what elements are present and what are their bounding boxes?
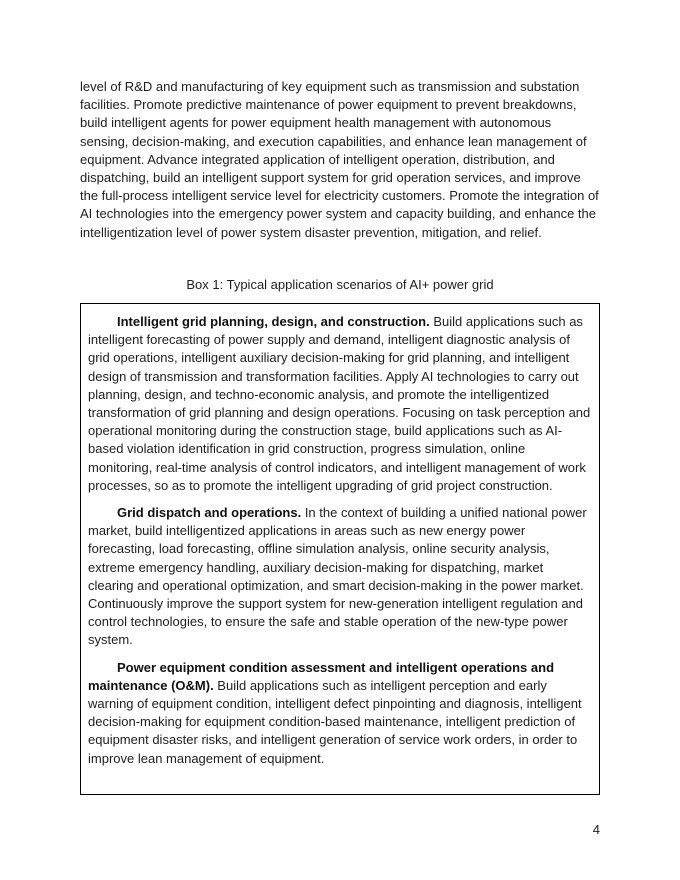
box-item-grid-dispatch — [88, 504, 592, 650]
box-item-body: Build applications such as intelligent perception and early warning of equipment condition, intelligent defect pinpointing and diagnosis, intelligent decision-making for equipment condition-based maintenance, intelligent prediction of equipment disaster risks, and intelligent generation of service work orders, in order to improve lean management of equipment. — [88, 677, 582, 766]
box-item-body: In the context of building a unified national power market, build intelligentized applications in areas such as new energy power forecasting, load forecasting, offline simulation analysis, online security analysis, extreme emergency handling, auxiliary decision-making for dispatching, market clearing and operational optimization, and smart decision-making in the power market. Continuously improve the support system for new-generation intelligent regulation and control technologies, to ensure the safe and stable operation of the new-type power system. — [88, 505, 587, 648]
box-item-equipment-om — [88, 659, 592, 768]
box-item-heading: Intelligent grid planning, design, and construction. — [117, 314, 430, 329]
box-caption: Box 1: Typical application scenarios of AI+ power grid — [186, 277, 494, 292]
page-number: 4 — [592, 822, 600, 837]
application-scenarios-box — [80, 303, 600, 795]
intro-paragraph: level of R&D and manufacturing of key equipment such as transmission and substation facilities. Promote predictive maintenance of power equipment to prevent breakdowns, build intelligent agents for power equipment health management with autonomous sensing, decision-making, and execution capabilities, and enhance lean management of equipment. Advance integrated application of intelligent operation, distribution, and dispatching, build an intelligent support system for grid operation services, and improve the full-process intelligent service level for electricity customers. Promote the integration of AI technologies into the emergency power system and capacity building, and enhance the intelligentization level of power system disaster prevention, mitigation, and relief. — [80, 79, 599, 240]
box-item-heading: Power equipment condition assessment and intelligent operations and maintenance (O&M). — [88, 659, 555, 693]
box-item-heading: Grid dispatch and operations. — [117, 505, 302, 521]
box-item-body: Build applications such as intelligent forecasting of power supply and demand, intelligent diagnostic analysis of grid operations, intelligent auxiliary decision-making for grid planning, and intelligent design of transmission and transformation facilities. Apply AI technologies to carry out planning, design, and techno-economic analysis, and promote the intelligentized transformation of grid planning and design operations. Focusing on task perception and operational monitoring during the construction stage, build applications such as AI-based violation identification in grid construction, progress simulation, online monitoring, real-time analysis of control indicators, and intelligent management of work processes, so as to promote the intelligent upgrading of grid project construction. — [88, 314, 591, 493]
box-item-grid-planning — [88, 313, 592, 495]
